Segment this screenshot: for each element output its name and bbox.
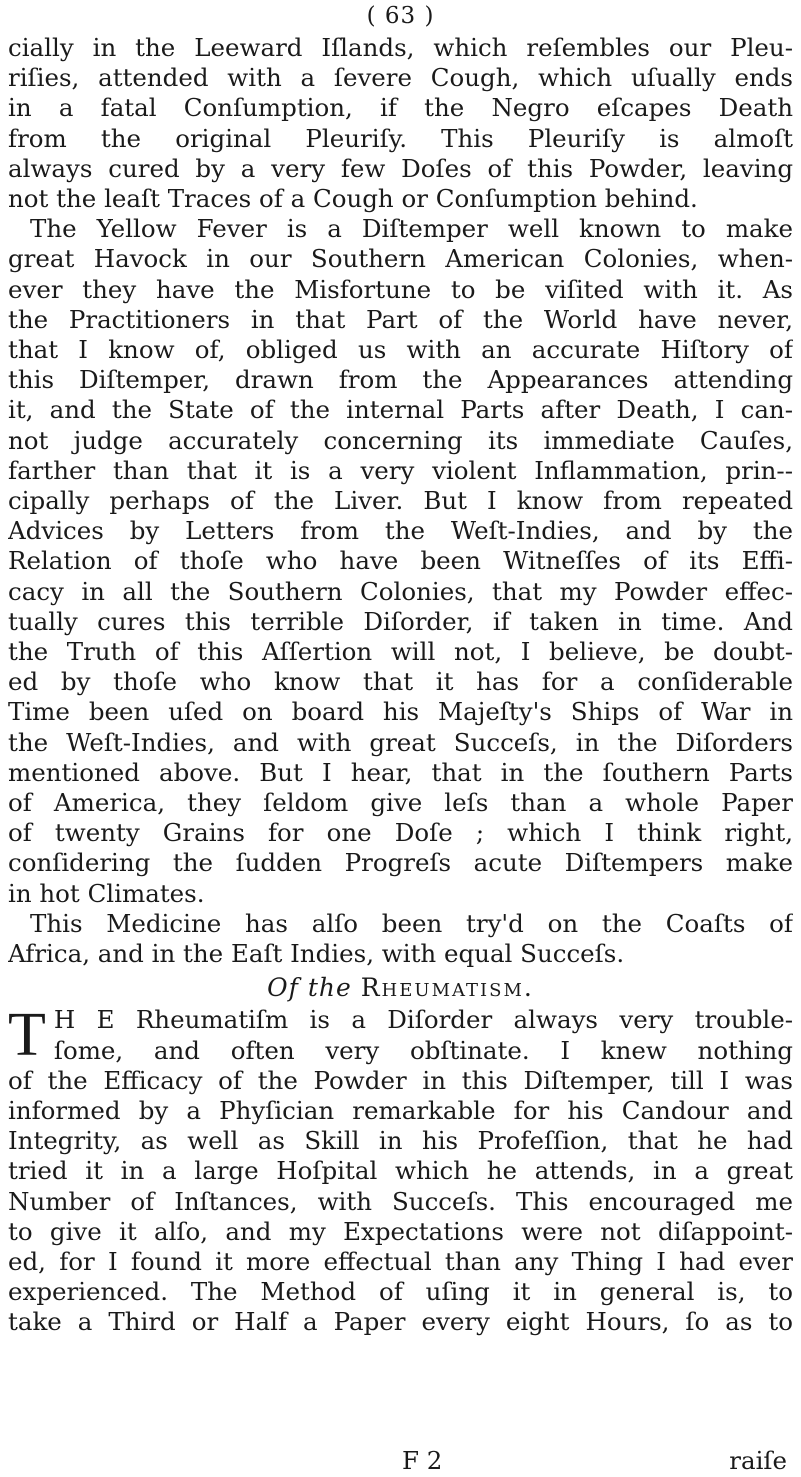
text-line: experienced. The Method of uſing it in general is, to (8, 1277, 793, 1307)
text-line: in a fatal Conſumption, if the Negro eſcapes Death (8, 93, 793, 123)
text-line: from the original Pleuriſy. This Pleuriſy is almoſt (8, 123, 793, 153)
paragraph-africa-east-indies (8, 909, 793, 969)
text-line: cially in the Leeward Iſlands, which reſembles our Pleu- (8, 33, 793, 62)
text-line: to give it alſo, and my Expectations were not diſappoint- (8, 1216, 793, 1246)
text-line: the Weſt-Indies, and with great Succeſs, in the Diſorders (8, 727, 793, 757)
text-line: the Truth of this Aſſertion will not, I believe, be doubt- (8, 637, 793, 667)
text-line: mentioned above. But I hear, that in the ſouthern Parts (8, 757, 793, 787)
section-heading-rheumatism (8, 971, 793, 1005)
text-line: great Havock in our Southern American Colonies, when- (8, 244, 793, 274)
text-line: H E Rheumatiſm is a Diſorder always very trouble- (53, 1005, 793, 1035)
text-line: that I know of, obliged us with an accurate Hiſtory of (8, 335, 793, 365)
page-number: ( 63 ) (366, 3, 435, 29)
text-line: informed by a Phyſician remarkable for his Candour and (8, 1095, 793, 1125)
heading-prefix: Of the (267, 973, 352, 1003)
body-text (8, 33, 793, 1338)
text-line: not judge accurately concerning its immediate Cauſes, (8, 425, 793, 455)
text-line: Africa, and in the Eaſt Indies, with equal Succeſs. (8, 939, 625, 969)
text-line: of America, they ſeldom give leſs than a whole Paper (8, 788, 793, 818)
text-line: cipally perhaps of the Liver. But I know from repeated (8, 486, 793, 516)
text-line: farther than that it is a very violent Inflammation, prin-- (8, 455, 793, 485)
heading-title: Rheumatism. (360, 973, 534, 1003)
text-line: this Diſtemper, drawn from the Appearances attending (8, 365, 793, 395)
text-line: in hot Climates. (8, 878, 205, 908)
text-line: ed by thoſe who know that it has for a conſiderable (8, 667, 793, 697)
paragraph-rheumatism (8, 1001, 793, 1337)
text-line: of the Efficacy of the Powder in this Diſtemper, till I was (8, 1065, 793, 1095)
text-line: not the leaſt Traces of a Cough or Conſumption behind. (8, 184, 698, 214)
text-line: riſies, attended with a ſevere Cough, which uſually ends (8, 63, 793, 93)
text-line: Number of Inſtances, with Succeſs. This encouraged me (8, 1186, 793, 1216)
text-line: Relation of thoſe who have been Witneſſes of its Effi- (8, 546, 793, 576)
text-line: always cured by a very few Doſes of this Powder, leaving (8, 153, 793, 183)
text-line: cacy in all the Southern Colonies, that my Powder effec- (8, 576, 793, 606)
paragraph-yellow-fever (8, 214, 793, 909)
text-line: This Medicine has alſo been try'd on the Coaſts of (30, 908, 793, 938)
text-line: Time been uſed on board his Majeſty's Ships of War in (8, 697, 793, 727)
signature-mark: F 2 (402, 1446, 443, 1475)
text-line: tried it in a large Hoſpital which he attends, in a great (8, 1156, 793, 1186)
paragraph-leeward-islands (8, 33, 793, 214)
text-line: ed, for I found it more effectual than any Thing I had ever (8, 1246, 793, 1276)
catchword: raiſe (729, 1446, 787, 1475)
text-line: The Yellow Fever is a Diſtemper well known to make (30, 214, 793, 244)
text-line: Integrity, as well as Skill in his Profeſſion, that he had (8, 1126, 793, 1156)
text-line: it, and the State of the internal Parts after Death, I can- (8, 395, 793, 425)
text-line: Advices by Letters from the Weſt-Indies, and by the (8, 516, 793, 546)
drop-cap-letter: T (8, 1001, 46, 1070)
text-line: ever they have the Misfortune to be viſited with it. As (8, 274, 793, 304)
text-line: ſome, and often very obſtinate. I knew nothing (53, 1035, 793, 1065)
text-line: take a Third or Half a Paper every eight Hours, ſo as to (8, 1307, 793, 1337)
text-line: the Practitioners in that Part of the World have never, (8, 304, 793, 334)
text-line: conſidering the ſudden Progreſs acute Diſtempers make (8, 848, 793, 878)
text-line: of twenty Grains for one Doſe ; which I think right, (8, 818, 793, 848)
text-line: tually cures this terrible Diſorder, if taken in time. And (8, 606, 793, 636)
